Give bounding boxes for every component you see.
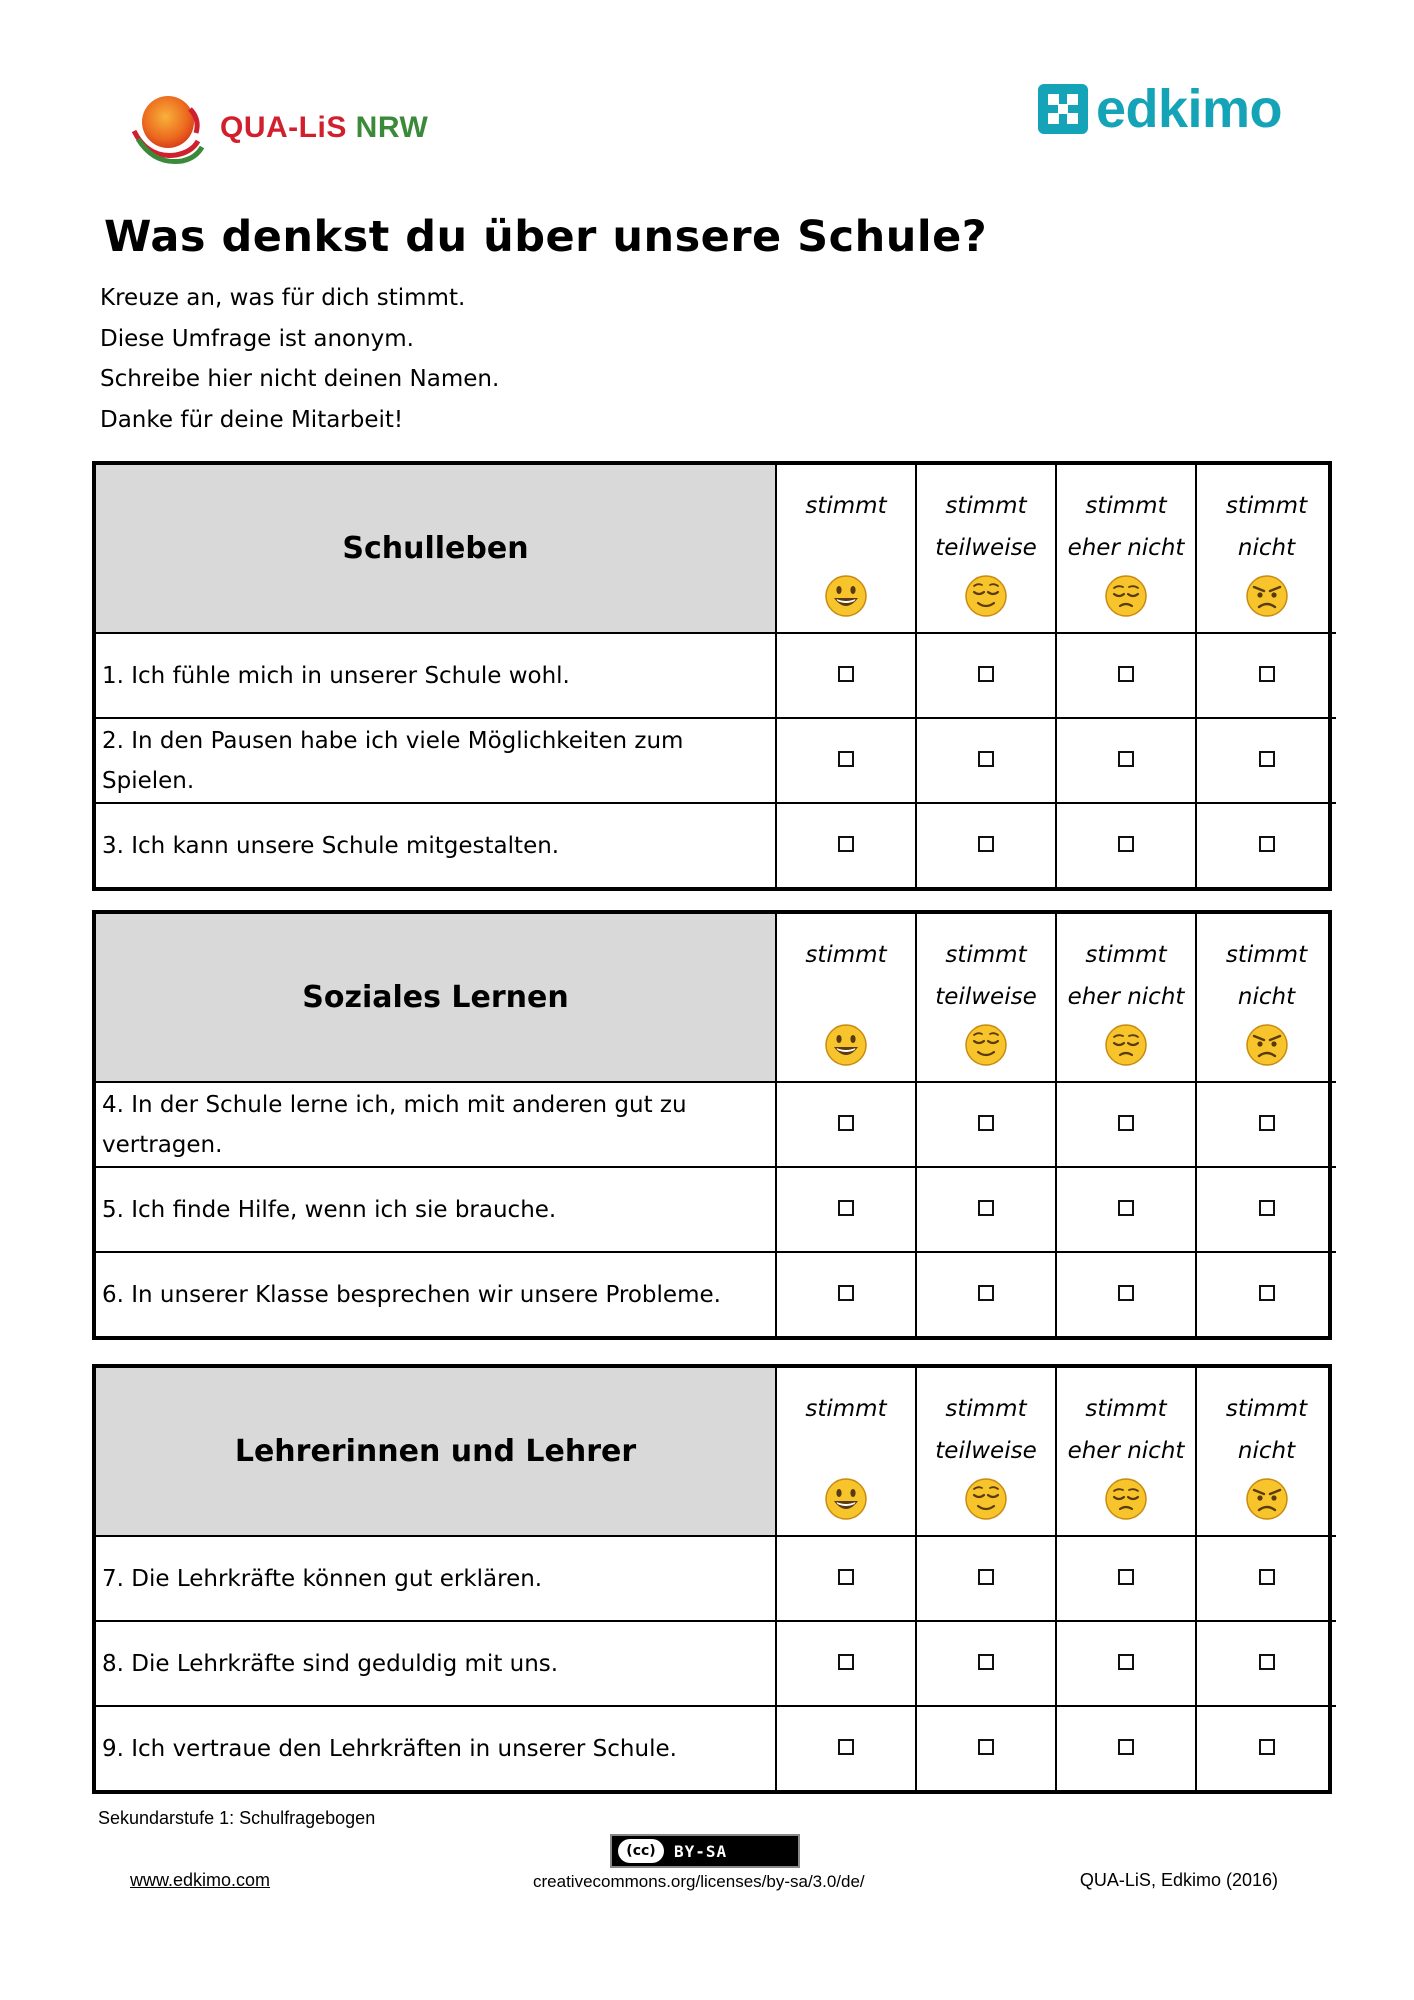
- relieved-face-icon: [964, 1023, 1008, 1067]
- answer-checkbox[interactable]: [838, 666, 854, 682]
- answer-cell: [916, 1167, 1056, 1252]
- answer-cell: [776, 718, 916, 803]
- answer-checkbox[interactable]: [1118, 1200, 1134, 1216]
- answer-cell: [1056, 1082, 1196, 1167]
- option-label-line2: nicht: [1237, 535, 1296, 561]
- answer-checkbox[interactable]: [838, 751, 854, 767]
- answer-checkbox[interactable]: [1259, 751, 1275, 767]
- question-row: [96, 1621, 1336, 1706]
- question-text: 2. In den Pausen habe ich viele Möglichkeiten zum Spielen.: [96, 718, 776, 803]
- section-soziales-lernen: [92, 910, 1332, 1340]
- section-lehrerinnen-und-lehrer: [92, 1364, 1332, 1794]
- answer-checkbox[interactable]: [978, 836, 994, 852]
- angry-face-icon: [1245, 1477, 1289, 1521]
- answer-cell: [1056, 633, 1196, 718]
- question-text: 3. Ich kann unsere Schule mitgestalten.: [96, 803, 776, 887]
- answer-cell: [916, 1706, 1056, 1790]
- option-label-line1: stimmt: [1225, 942, 1308, 968]
- intro-line: Danke für deine Mitarbeit!: [100, 406, 404, 433]
- answer-checkbox[interactable]: [838, 1739, 854, 1755]
- answer-checkbox[interactable]: [978, 1654, 994, 1670]
- option-label-line1: stimmt: [1085, 493, 1167, 519]
- angry-face-icon: [1245, 1023, 1289, 1067]
- question-text: 1. Ich fühle mich in unserer Schule wohl.: [96, 633, 776, 718]
- option-label-line1: stimmt: [805, 1396, 887, 1422]
- brand-part-lis: LiS: [298, 111, 356, 144]
- option-label-line2: eher nicht: [1067, 984, 1185, 1010]
- answer-cell: [916, 1082, 1056, 1167]
- answer-checkbox[interactable]: [838, 1654, 854, 1670]
- question-text: 7. Die Lehrkräfte können gut erklären.: [96, 1536, 776, 1621]
- angry-face-icon: [1245, 574, 1289, 618]
- answer-cell: [776, 633, 916, 718]
- answer-checkbox[interactable]: [1118, 1115, 1134, 1131]
- brand-part-nrw: NRW: [355, 111, 429, 144]
- answer-checkbox[interactable]: [978, 1115, 994, 1131]
- intro-line: Kreuze an, was für dich stimmt.: [100, 285, 466, 311]
- option-label-line1: stimmt: [945, 493, 1027, 519]
- option-header: [1196, 1368, 1336, 1536]
- answer-cell: [916, 803, 1056, 887]
- answer-cell: [916, 1252, 1056, 1336]
- option-label-line2: eher nicht: [1067, 1438, 1185, 1464]
- answer-checkbox[interactable]: [1118, 751, 1134, 767]
- answer-checkbox[interactable]: [1118, 836, 1134, 852]
- answer-cell: [1196, 718, 1336, 803]
- question-row: [96, 1536, 1336, 1621]
- answer-cell: [1196, 1082, 1336, 1167]
- relieved-face-icon: [964, 1477, 1008, 1521]
- answer-cell: [1196, 1536, 1336, 1621]
- answer-checkbox[interactable]: [978, 666, 994, 682]
- answer-checkbox[interactable]: [1118, 666, 1134, 682]
- option-header: [1196, 914, 1336, 1082]
- question-text: 6. In unserer Klasse besprechen wir unsere Probleme.: [96, 1252, 776, 1336]
- answer-cell: [1056, 1167, 1196, 1252]
- grinning-face-icon: [824, 1023, 868, 1067]
- answer-cell: [1196, 1167, 1336, 1252]
- edkimo-website-link[interactable]: www.edkimo.com: [130, 1870, 271, 1890]
- answer-cell: [776, 1082, 916, 1167]
- answer-cell: [776, 1621, 916, 1706]
- question-text: 5. Ich finde Hilfe, wenn ich sie brauche.: [96, 1167, 776, 1252]
- pensive-face-icon: [1104, 1477, 1148, 1521]
- section-title: Schulleben: [96, 465, 776, 633]
- option-header: [1056, 1368, 1196, 1536]
- option-header: [916, 465, 1056, 633]
- answer-cell: [916, 718, 1056, 803]
- answer-cell: [916, 1536, 1056, 1621]
- question-row: [96, 1706, 1336, 1790]
- answer-cell: [1196, 803, 1336, 887]
- section-schulleben: [92, 461, 1332, 891]
- answer-checkbox[interactable]: [1118, 1654, 1134, 1670]
- cc-license-badge[interactable]: [610, 1834, 800, 1868]
- answer-cell: [1056, 803, 1196, 887]
- option-label-line1: stimmt: [805, 493, 887, 519]
- option-header: [776, 1368, 916, 1536]
- answer-checkbox[interactable]: [1259, 1115, 1275, 1131]
- answer-cell: [776, 1706, 916, 1790]
- answer-checkbox[interactable]: [1259, 1739, 1275, 1755]
- grinning-face-icon: [824, 574, 868, 618]
- answer-checkbox[interactable]: [1259, 1285, 1275, 1301]
- license-url: creativecommons.org/licenses/by-sa/3.0/de/: [533, 1872, 865, 1891]
- pensive-face-icon: [1104, 1023, 1148, 1067]
- option-label-line2: nicht: [1237, 984, 1296, 1010]
- option-label-line1: stimmt: [805, 942, 887, 968]
- answer-checkbox[interactable]: [838, 1569, 854, 1585]
- answer-cell: [1196, 1621, 1336, 1706]
- option-label-line1: stimmt: [1085, 1396, 1167, 1422]
- answer-checkbox[interactable]: [978, 751, 994, 767]
- answer-checkbox[interactable]: [838, 1285, 854, 1301]
- question-text: 8. Die Lehrkräfte sind geduldig mit uns.: [96, 1621, 776, 1706]
- answer-cell: [776, 1536, 916, 1621]
- answer-checkbox[interactable]: [978, 1739, 994, 1755]
- option-header: [776, 465, 916, 633]
- answer-cell: [916, 633, 1056, 718]
- question-row: [96, 803, 1336, 887]
- copyright-text: QUA-LiS, Edkimo (2016): [1079, 1870, 1278, 1890]
- answer-cell: [1056, 1252, 1196, 1336]
- qua-lis-brand-text: [220, 111, 428, 145]
- option-label-line1: stimmt: [1085, 942, 1167, 968]
- answer-checkbox[interactable]: [1259, 1569, 1275, 1585]
- option-label-line2: teilweise: [935, 1438, 1037, 1464]
- grinning-face-icon: [824, 1477, 868, 1521]
- answer-cell: [1196, 1706, 1336, 1790]
- answer-checkbox[interactable]: [1118, 1285, 1134, 1301]
- intro-text: [100, 278, 499, 440]
- option-label-line1: stimmt: [1225, 1396, 1308, 1422]
- option-label-line1: stimmt: [945, 1396, 1027, 1422]
- option-header: [1056, 465, 1196, 633]
- question-row: [96, 633, 1336, 718]
- answer-checkbox[interactable]: [838, 836, 854, 852]
- answer-checkbox[interactable]: [978, 1285, 994, 1301]
- answer-cell: [1196, 633, 1336, 718]
- answer-checkbox[interactable]: [1118, 1569, 1134, 1585]
- answer-checkbox[interactable]: [1259, 1654, 1275, 1670]
- answer-cell: [776, 1167, 916, 1252]
- answer-cell: [1196, 1252, 1336, 1336]
- option-label-line2: teilweise: [935, 984, 1037, 1010]
- question-text: 4. In der Schule lerne ich, mich mit anderen gut zu vertragen.: [96, 1082, 776, 1167]
- relieved-face-icon: [964, 574, 1008, 618]
- answer-checkbox[interactable]: [1259, 836, 1275, 852]
- brand-part-qua: QUA-: [220, 111, 299, 144]
- option-label-line1: stimmt: [945, 942, 1027, 968]
- question-row: [96, 1082, 1336, 1167]
- option-label-line2: nicht: [1237, 1438, 1296, 1464]
- answer-checkbox[interactable]: [838, 1115, 854, 1131]
- option-label-line2: eher nicht: [1067, 535, 1185, 561]
- answer-cell: [1056, 1536, 1196, 1621]
- option-header: [776, 914, 916, 1082]
- intro-line: Diese Umfrage ist anonym.: [100, 325, 414, 352]
- question-row: [96, 718, 1336, 803]
- intro-line: Schreibe hier nicht deinen Namen.: [100, 366, 500, 392]
- section-title: Soziales Lernen: [96, 914, 776, 1082]
- option-label-line2: teilweise: [935, 535, 1037, 561]
- answer-cell: [1056, 1706, 1196, 1790]
- answer-cell: [1056, 1621, 1196, 1706]
- option-header: [1196, 465, 1336, 633]
- option-header: [916, 914, 1056, 1082]
- qua-lis-emblem-icon: [128, 89, 210, 167]
- option-label-line1: stimmt: [1225, 493, 1308, 519]
- answer-checkbox[interactable]: [838, 1200, 854, 1216]
- option-header: [1056, 914, 1196, 1082]
- answer-checkbox[interactable]: [1259, 666, 1275, 682]
- license-type: BY-SA: [674, 1841, 728, 1861]
- answer-checkbox[interactable]: [978, 1200, 994, 1216]
- edkimo-brand-text: edkimo: [1095, 79, 1282, 139]
- question-text: 9. Ich vertraue den Lehrkräften in unserer Schule.: [96, 1706, 776, 1790]
- answer-cell: [776, 803, 916, 887]
- question-row: [96, 1167, 1336, 1252]
- question-row: [96, 1252, 1336, 1336]
- qua-lis-logo: [128, 88, 428, 168]
- answer-cell: [1056, 718, 1196, 803]
- edkimo-logo: [1038, 79, 1282, 139]
- answer-cell: [776, 1252, 916, 1336]
- cc-logo-icon: (cc): [618, 1839, 664, 1863]
- answer-checkbox[interactable]: [1259, 1200, 1275, 1216]
- option-header: [916, 1368, 1056, 1536]
- page-title: Was denkst du über unsere Schule?: [104, 212, 988, 262]
- footer-caption: Sekundarstufe 1: Schulfragebogen: [98, 1808, 376, 1828]
- answer-cell: [916, 1621, 1056, 1706]
- answer-checkbox[interactable]: [1118, 1739, 1134, 1755]
- edkimo-puzzle-icon: [1038, 84, 1088, 134]
- answer-checkbox[interactable]: [978, 1569, 994, 1585]
- pensive-face-icon: [1104, 574, 1148, 618]
- section-title: Lehrerinnen und Lehrer: [96, 1368, 776, 1536]
